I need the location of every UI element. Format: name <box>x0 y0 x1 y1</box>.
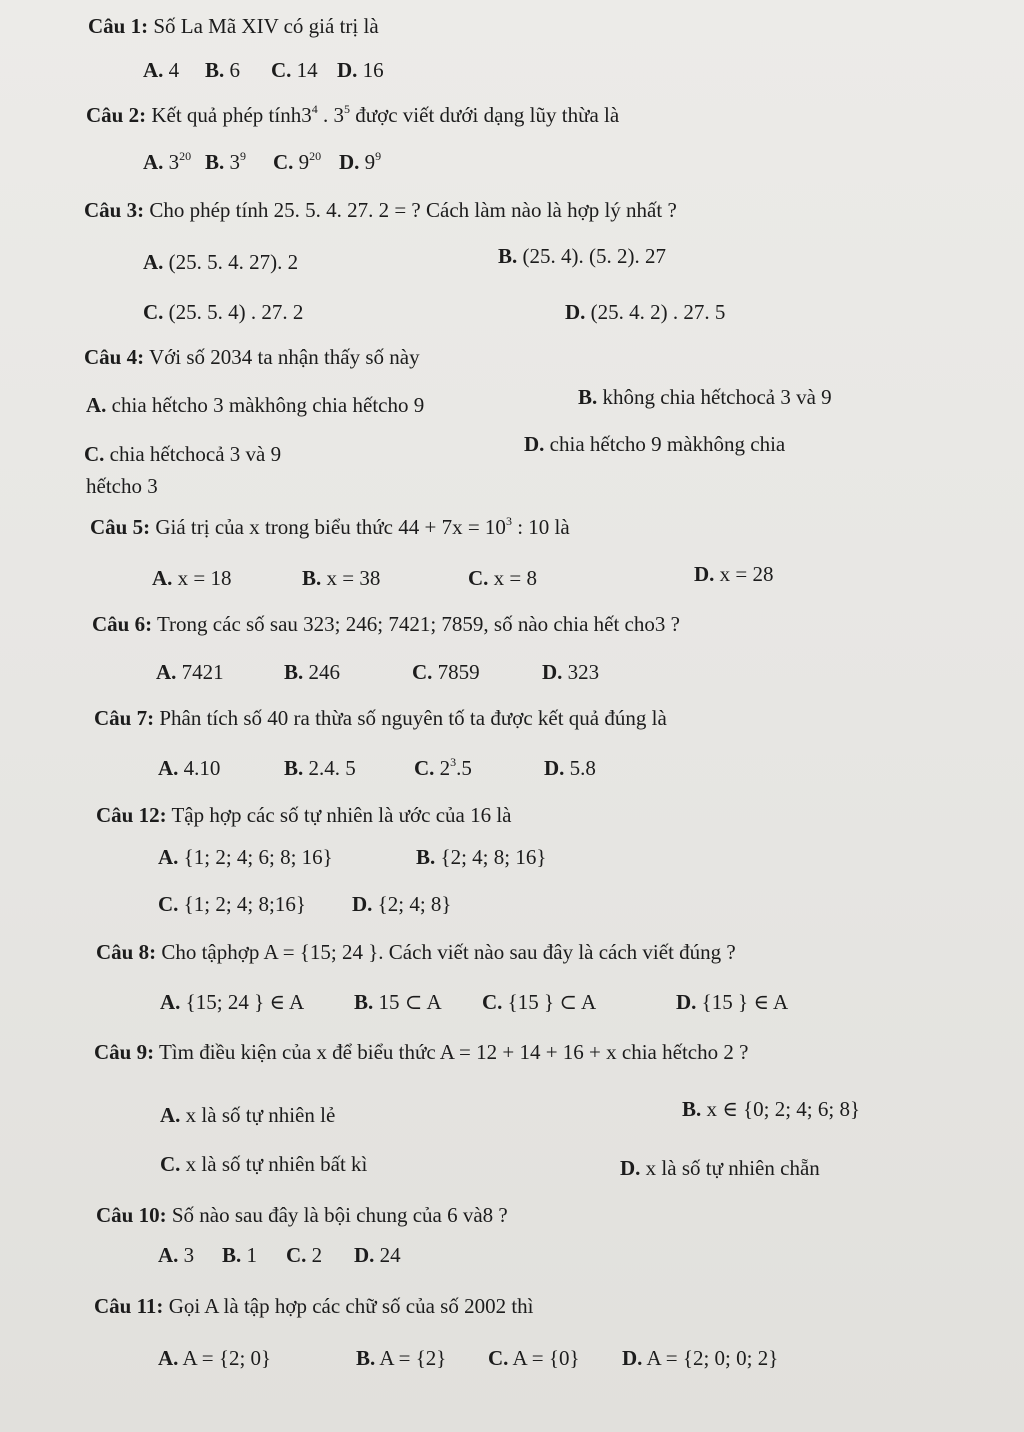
option-label: C. <box>84 442 105 466</box>
option-text: 4 <box>168 58 180 82</box>
option-label: C. <box>468 566 489 590</box>
option-label: C. <box>158 892 179 916</box>
option-label: A. <box>158 1346 179 1370</box>
option-label: C. <box>286 1243 307 1267</box>
option-text: {2; 4; 8} <box>377 892 452 916</box>
option-text: 1 <box>246 1243 258 1267</box>
option-text: chia hếtchocả 3 và 9 <box>109 442 282 466</box>
option-label: D. <box>620 1156 641 1180</box>
option-text: 6 <box>229 58 241 82</box>
option-label: C. <box>143 300 164 324</box>
question-10 <box>96 1203 508 1228</box>
option-label: B. <box>205 58 225 82</box>
power-exponent: 20 <box>309 149 322 163</box>
option-text: x = 8 <box>493 566 538 590</box>
power-exponent: 20 <box>179 149 192 163</box>
option-text: 16 <box>362 58 384 82</box>
option-label: B. <box>498 244 518 268</box>
power-exponent: 9 <box>240 149 247 163</box>
option-label: D. <box>622 1346 643 1370</box>
math-expression: 44 + 7x = 10 <box>398 515 506 539</box>
option-text: {1; 2; 4; 6; 8; 16} <box>183 845 333 869</box>
option-label: C. <box>412 660 433 684</box>
question-text: Kết quả phép tính <box>151 103 302 127</box>
option-text: 7421 <box>181 660 224 684</box>
power-base: 9 <box>298 150 310 174</box>
option-label: C. <box>482 990 503 1014</box>
option-text: 2.4. 5 <box>308 756 356 780</box>
option-label: A. <box>160 990 181 1014</box>
option-label: D. <box>676 990 697 1014</box>
option-text: 4.10 <box>183 756 221 780</box>
option-text: chia hếtcho 3 màkhông chia hếtcho 9 <box>111 393 425 417</box>
option-text: không chia hếtchocả 3 và 9 <box>602 385 832 409</box>
options-4-continuation <box>86 474 158 499</box>
option-label: D. <box>352 892 373 916</box>
question-2 <box>86 103 619 128</box>
question-label: Câu 10: <box>96 1203 167 1227</box>
question-5 <box>90 515 570 540</box>
option-label: A. <box>143 58 164 82</box>
option-label: B. <box>205 150 225 174</box>
option-text: {15 } ⊂ A <box>507 990 597 1014</box>
power-base: 3 <box>229 150 241 174</box>
option-text: x là số tự nhiên bất kì <box>185 1152 368 1176</box>
option-label: B. <box>284 756 304 780</box>
option-label: C. <box>160 1152 181 1176</box>
option-text: 3 <box>183 1243 195 1267</box>
question-11 <box>94 1294 534 1319</box>
option-text: 15 ⊂ A <box>378 990 442 1014</box>
question-text: Cho tậphợp A = {15; 24 }. Cách viết nào sau đây là cách viết đúng ? <box>161 940 736 964</box>
question-8 <box>96 940 736 965</box>
option-text: x ∈ {0; 2; 4; 6; 8} <box>706 1097 861 1121</box>
option-label: D. <box>544 756 565 780</box>
question-7 <box>94 706 667 731</box>
option-label: A. <box>143 150 164 174</box>
option-text: x là số tự nhiên lẻ <box>185 1103 336 1127</box>
power-exponent: 5 <box>343 102 350 116</box>
power-exponent: 4 <box>311 102 318 116</box>
option-label: D. <box>339 150 360 174</box>
power-exponent: 3 <box>450 755 457 769</box>
option-text: x = 18 <box>177 566 232 590</box>
option-label: B. <box>284 660 304 684</box>
question-text: Với số 2034 ta nhận thấy số này <box>148 345 420 369</box>
option-label: D. <box>565 300 586 324</box>
power-exponent: 3 <box>505 514 512 528</box>
option-text: {15; 24 } ∈ A <box>185 990 305 1014</box>
option-label: C. <box>271 58 292 82</box>
math-expression: : 10 <box>517 515 550 539</box>
option-label: D. <box>524 432 545 456</box>
option-text: 246 <box>308 660 341 684</box>
question-6 <box>92 612 680 637</box>
question-text: Cho phép tính 25. 5. 4. 27. 2 = ? Cách làm nào là hợp lý nhất ? <box>149 198 677 222</box>
option-label: D. <box>354 1243 375 1267</box>
option-text: 24 <box>379 1243 401 1267</box>
question-label: Câu 7: <box>94 706 155 730</box>
option-label: B. <box>682 1097 702 1121</box>
option-text: x là số tự nhiên chẵn <box>645 1156 820 1180</box>
option-text: 5.8 <box>569 756 596 780</box>
option-label: B. <box>354 990 374 1014</box>
option-text: (25. 4). (5. 2). 27 <box>522 244 666 268</box>
option-label: A. <box>158 845 179 869</box>
question-text: là <box>554 515 570 539</box>
option-label: A. <box>158 1243 179 1267</box>
option-label: D. <box>337 58 358 82</box>
power-base: 2 <box>439 756 451 780</box>
question-label: Câu 8: <box>96 940 157 964</box>
question-text: Tập hợp các số tự nhiên là ước của 16 là <box>171 803 512 827</box>
question-text: Số nào sau đây là bội chung của 6 và8 ? <box>171 1203 508 1227</box>
option-label: C. <box>414 756 435 780</box>
option-text: x = 38 <box>326 566 381 590</box>
option-text: chia hếtcho 9 màkhông chia <box>549 432 786 456</box>
option-text: 7859 <box>437 660 480 684</box>
question-label: Câu 2: <box>86 103 147 127</box>
question-label: Câu 5: <box>90 515 151 539</box>
option-text: (25. 5. 4. 27). 2 <box>168 250 299 274</box>
option-text: .5 <box>456 756 472 780</box>
operator: . <box>317 103 334 127</box>
question-label: Câu 6: <box>92 612 153 636</box>
option-label: D. <box>694 562 715 586</box>
question-text: Gọi A là tập hợp các chữ số của số 2002 thì <box>168 1294 534 1318</box>
question-9 <box>94 1040 748 1065</box>
option-text: A = {2} <box>379 1346 447 1370</box>
option-text: 14 <box>296 58 318 82</box>
power-base: 3 <box>168 150 180 174</box>
option-text: (25. 5. 4) . 27. 2 <box>168 300 304 324</box>
option-label: A. <box>156 660 177 684</box>
question-12 <box>96 803 512 828</box>
option-label: A. <box>86 393 107 417</box>
option-label: A. <box>160 1103 181 1127</box>
option-text: A = {2; 0; 0; 2} <box>646 1346 779 1370</box>
option-text: x = 28 <box>719 562 774 586</box>
question-label: Câu 4: <box>84 345 145 369</box>
question-label: Câu 12: <box>96 803 167 827</box>
question-label: Câu 9: <box>94 1040 155 1064</box>
question-text: được viết dưới dạng lũy thừa là <box>355 103 620 127</box>
option-label: C. <box>273 150 294 174</box>
option-label: A. <box>143 250 164 274</box>
question-3 <box>84 198 677 223</box>
option-text: A = {0} <box>512 1346 580 1370</box>
power-base: 9 <box>364 150 376 174</box>
option-label: B. <box>302 566 322 590</box>
option-text: A = {2; 0} <box>182 1346 272 1370</box>
question-text: Phân tích số 40 ra thừa số nguyên tố ta được kết quả đúng là <box>159 706 667 730</box>
option-label: C. <box>488 1346 509 1370</box>
option-text: 2 <box>311 1243 323 1267</box>
power-base: 3 <box>333 103 344 127</box>
option-label: B. <box>416 845 436 869</box>
option-label: B. <box>578 385 598 409</box>
question-text: Giá trị của x trong biểu thức <box>155 515 393 539</box>
option-text: {2; 4; 8; 16} <box>440 845 547 869</box>
option-label: B. <box>356 1346 376 1370</box>
option-text: 323 <box>567 660 600 684</box>
power-base: 3 <box>301 103 312 127</box>
question-text: Số La Mã XIV có giá trị là <box>153 14 379 38</box>
question-1 <box>88 14 379 39</box>
option-text: {15 } ∈ A <box>701 990 789 1014</box>
option-text: {1; 2; 4; 8;16} <box>183 892 306 916</box>
option-label: A. <box>152 566 173 590</box>
question-label: Câu 11: <box>94 1294 164 1318</box>
option-label: A. <box>158 756 179 780</box>
power-exponent: 9 <box>375 149 382 163</box>
option-label: D. <box>542 660 563 684</box>
question-label: Câu 3: <box>84 198 145 222</box>
option-label: B. <box>222 1243 242 1267</box>
option-text: hếtcho 3 <box>86 474 158 498</box>
question-4 <box>84 345 420 370</box>
question-text: Tìm điều kiện của x để biểu thức A = 12 + 14 + 16 + x chia hếtcho 2 ? <box>158 1040 749 1064</box>
option-text: (25. 4. 2) . 27. 5 <box>590 300 726 324</box>
question-label: Câu 1: <box>88 14 149 38</box>
question-text: Trong các số sau 323; 246; 7421; 7859, số nào chia hết cho3 ? <box>156 612 680 636</box>
